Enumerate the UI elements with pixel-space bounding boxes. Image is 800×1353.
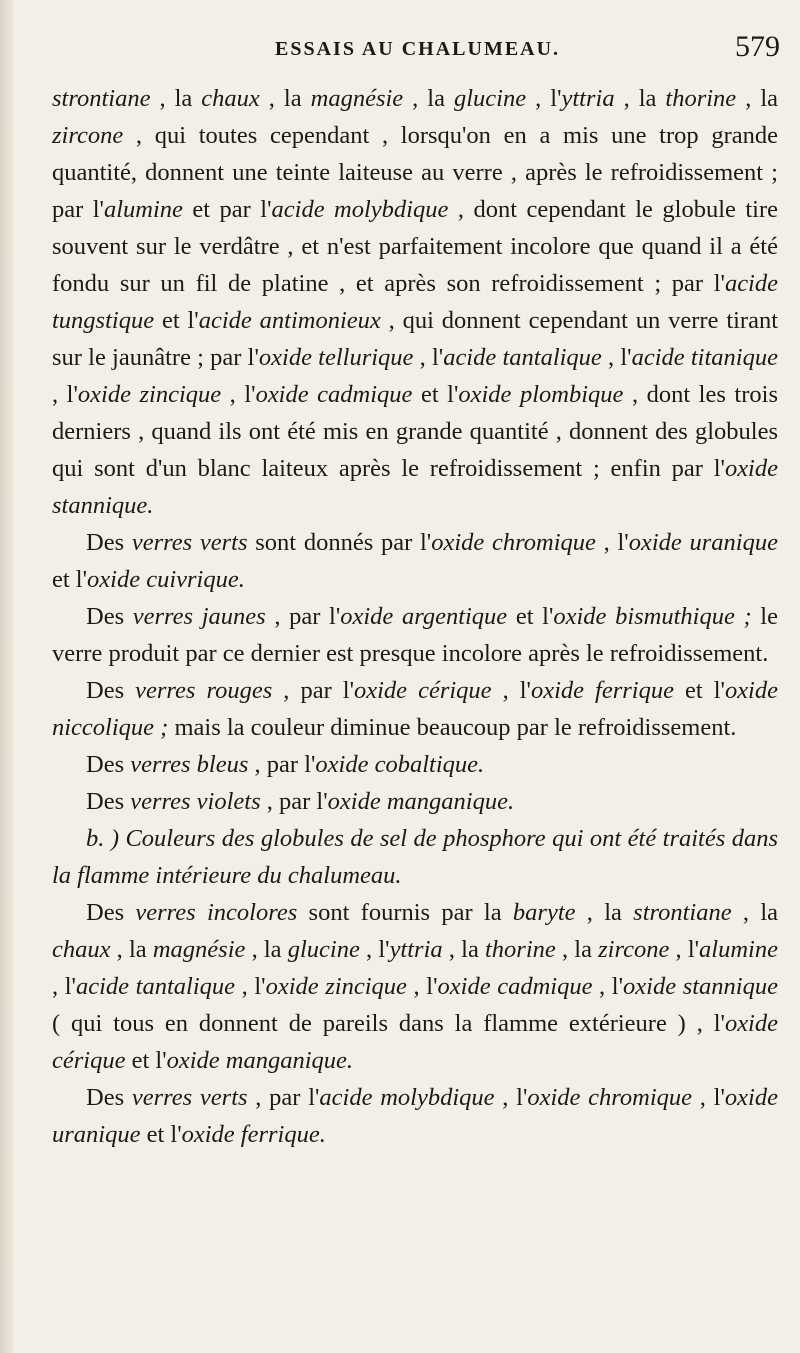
text-run: , par l' <box>265 603 341 630</box>
italic-term: zircone <box>598 936 670 963</box>
italic-term: oxide cérique <box>52 1010 778 1074</box>
paragraph <box>52 524 778 598</box>
text-run: et l' <box>412 381 459 408</box>
text-run: sont donnés par l' <box>247 529 432 556</box>
italic-term: oxide stannique <box>623 973 778 1000</box>
paragraph <box>52 80 778 524</box>
text-run: et l' <box>125 1047 167 1074</box>
text-run: , l' <box>592 973 624 1000</box>
text-run: , l' <box>494 1084 528 1111</box>
italic-term: thorine <box>665 85 737 112</box>
paragraph <box>52 1079 778 1153</box>
text-run: , dont les trois derniers , quand ils ont été mis en grande quantité , donnent des globules qui sont d'un blanc laiteux après le refroidissement ; enfin par l' <box>52 381 778 482</box>
italic-term: b. ) Couleurs des globules de sel de phosphore qui ont été traités dans la flamme intérieure du chalumeau. <box>52 825 778 889</box>
text-run: , qui donnent cependant un verre tirant sur le jaunâtre ; par l' <box>52 307 779 371</box>
italic-term: oxide stannique. <box>52 455 778 519</box>
text-run: , par l' <box>247 1084 320 1111</box>
italic-term: glucine <box>287 936 360 963</box>
text-run: , qui toutes cependant , lorsqu'on en a mis une trop grande quantité, donnent une teinte laiteuse au verre , après le refroidissement ; par l' <box>52 122 778 223</box>
italic-term: oxide tellurique <box>258 344 414 371</box>
italic-term: oxide ferrique. <box>181 1121 326 1148</box>
italic-term: yttria <box>561 85 615 112</box>
italic-term: chaux <box>201 85 260 112</box>
italic-term: acide tantalique <box>443 344 602 371</box>
text-run: , par l' <box>248 751 316 778</box>
paragraph <box>52 598 778 672</box>
italic-term: thorine <box>485 936 556 963</box>
italic-term: yttria <box>389 936 443 963</box>
text-run: , l' <box>669 936 700 963</box>
text-run: , l' <box>52 381 78 408</box>
text-run: , l' <box>406 973 438 1000</box>
italic-term: oxide cobaltique. <box>315 751 485 778</box>
text-run: et l' <box>52 566 88 593</box>
italic-term: strontiane <box>52 85 151 112</box>
italic-term: baryte <box>512 899 576 926</box>
text-run: mais la couleur diminue beaucoup par le refroidissement. <box>168 714 737 741</box>
text-run: et l' <box>140 1121 182 1148</box>
text-run: , par l' <box>272 677 354 704</box>
text-run: , l' <box>526 85 562 112</box>
italic-term: oxide cadmique <box>437 973 593 1000</box>
text-run: et par l' <box>182 196 272 223</box>
italic-term: oxide bismuthique ; <box>553 603 752 630</box>
italic-term: verres bleus <box>130 751 249 778</box>
italic-term: alumine <box>103 196 183 223</box>
italic-term: strontiane <box>633 899 732 926</box>
text-run: , la <box>442 936 485 963</box>
italic-term: oxide plombique <box>458 381 624 408</box>
text-run: , la <box>259 85 311 112</box>
italic-term: verres rouges <box>135 677 273 704</box>
text-run: le verre produit par ce dernier est presque incolore après le refroidissement. <box>52 603 778 667</box>
italic-term: oxide chromique <box>431 529 596 556</box>
text-run: , dont cependant le globule tire souvent sur le verdâtre , et n'est parfaitement incolore que quand il a été fondu sur un fil de platine , et après son refroidissement ; par l' <box>52 196 778 297</box>
text-run: Des <box>86 1084 132 1111</box>
text-run: , l' <box>235 973 266 1000</box>
text-run: , l' <box>601 344 632 371</box>
text-run: , la <box>150 85 202 112</box>
paragraph <box>52 894 778 1079</box>
italic-term: oxide zincique <box>265 973 407 1000</box>
page-header <box>0 30 800 70</box>
italic-term: oxide uranique <box>628 529 778 556</box>
text-run: , la <box>731 899 778 926</box>
text-run: Des <box>86 788 131 815</box>
italic-term: oxide manganique. <box>327 788 515 815</box>
text-run: Des <box>86 677 136 704</box>
italic-term: oxide uranique <box>52 1084 778 1148</box>
paragraph <box>52 746 778 783</box>
text-run: , par l' <box>260 788 328 815</box>
paragraph <box>52 672 778 746</box>
text-run: , l' <box>52 973 76 1000</box>
text-run: , l' <box>359 936 390 963</box>
italic-term: oxide ferrique <box>530 677 674 704</box>
italic-term: alumine <box>699 936 778 963</box>
italic-term: magnésie <box>152 936 246 963</box>
page-binding-edge <box>0 0 14 1353</box>
text-run: , l' <box>221 381 256 408</box>
italic-term: oxide manganique. <box>166 1047 354 1074</box>
italic-term: acide molybdique <box>319 1084 495 1111</box>
text-run: et l' <box>154 307 199 334</box>
italic-term: acide titanique <box>631 344 778 371</box>
text-run: Des <box>86 529 132 556</box>
text-run: Des <box>86 751 131 778</box>
italic-term: zircone <box>52 122 124 149</box>
text-run: sont fournis par la <box>297 899 513 926</box>
italic-term: verres verts <box>131 529 248 556</box>
italic-term: acide molybdique <box>271 196 449 223</box>
running-head: ESSAIS AU CHALUMEAU. <box>275 38 561 60</box>
text-run: , la <box>555 936 599 963</box>
text-run: et l' <box>507 603 554 630</box>
italic-term: oxide cadmique <box>255 381 413 408</box>
italic-term: verres incolores <box>135 899 298 926</box>
text-run: , la <box>110 936 153 963</box>
italic-term: acide tantalique <box>75 973 235 1000</box>
text-run: , la <box>736 85 779 112</box>
italic-term: glucine <box>454 85 527 112</box>
italic-term: oxide cuivrique. <box>87 566 245 593</box>
text-run: , l' <box>491 677 531 704</box>
italic-term: verres verts <box>131 1084 248 1111</box>
text-run: , la <box>403 85 454 112</box>
italic-term: chaux <box>52 936 111 963</box>
italic-term: oxide chromique <box>527 1084 693 1111</box>
italic-term: magnésie <box>310 85 404 112</box>
italic-term: acide antimonieux <box>198 307 381 334</box>
italic-term: oxide cérique <box>354 677 492 704</box>
italic-term: acide tungstique <box>52 270 778 334</box>
text-run: ( qui tous en donnent de pareils dans la flamme extérieure ) , l' <box>52 1010 725 1037</box>
text-run: et l' <box>673 677 725 704</box>
text-run: , la <box>614 85 666 112</box>
text-run: Des <box>86 603 133 630</box>
italic-term: oxide zincique <box>77 381 222 408</box>
text-run: Des <box>86 899 136 926</box>
italic-term: oxide argentique <box>340 603 508 630</box>
page-number: 579 <box>735 30 780 63</box>
text-run: , la <box>245 936 288 963</box>
italic-term: oxide niccolique ; <box>52 677 778 741</box>
text-run: , la <box>575 899 634 926</box>
italic-term: verres jaunes <box>132 603 266 630</box>
italic-term: verres violets <box>130 788 261 815</box>
text-run: , l' <box>413 344 444 371</box>
body-text <box>52 80 778 1153</box>
paragraph <box>52 820 778 894</box>
text-run: , l' <box>692 1084 725 1111</box>
paragraph <box>52 783 778 820</box>
text-run: , l' <box>595 529 629 556</box>
